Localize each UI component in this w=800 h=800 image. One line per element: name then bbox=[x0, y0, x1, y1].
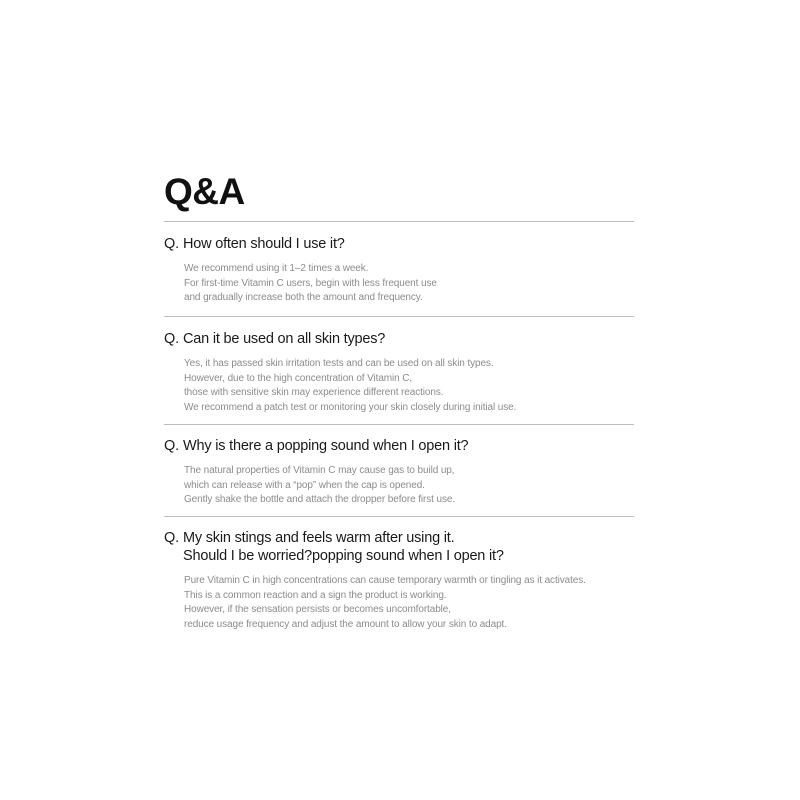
question bbox=[164, 529, 634, 565]
faq-item-3 bbox=[164, 437, 634, 508]
faq-item-4 bbox=[164, 529, 634, 632]
answer-line: However, due to the high concentration of Vitamin C, bbox=[184, 372, 413, 384]
divider bbox=[164, 516, 634, 517]
answer bbox=[184, 357, 634, 415]
faq-item-1 bbox=[164, 235, 634, 306]
question-prefix: Q. bbox=[164, 438, 179, 454]
question-prefix: Q. bbox=[164, 530, 179, 546]
question-text: My skin stings and feels warm after using it. bbox=[183, 530, 455, 546]
answer-line: Yes, it has passed skin irritation tests and can be used on all skin types. bbox=[184, 358, 494, 369]
faq-item-2 bbox=[164, 330, 634, 415]
question bbox=[164, 235, 634, 253]
question-text: Can it be used on all skin types? bbox=[183, 331, 386, 347]
question-text: How often should I use it? bbox=[183, 236, 345, 252]
answer-line: This is a common reaction and a sign the product is working. bbox=[184, 589, 447, 601]
question bbox=[164, 437, 634, 455]
answer-line: and gradually increase both the amount and frequency. bbox=[184, 292, 423, 304]
answer-line: We recommend using it 1–2 times a week. bbox=[184, 263, 369, 274]
answer-line: However, if the sensation persists or becomes uncomfortable, bbox=[184, 604, 451, 616]
answer-line: For first-time Vitamin C users, begin with less frequent use bbox=[184, 277, 437, 289]
answer-line: We recommend a patch test or monitoring your skin closely during initial use. bbox=[184, 401, 517, 413]
question bbox=[164, 330, 634, 348]
divider bbox=[164, 316, 634, 317]
divider bbox=[164, 221, 634, 222]
answer bbox=[184, 574, 634, 632]
answer bbox=[184, 464, 634, 508]
answer-line: Gently shake the bottle and attach the dropper before first use. bbox=[184, 494, 455, 506]
answer-line: Pure Vitamin C in high concentrations can cause temporary warmth or tingling as it activates. bbox=[184, 575, 586, 586]
page-title: Q&A bbox=[164, 171, 245, 212]
question-text: Should I be worried?popping sound when I open it? bbox=[183, 548, 504, 564]
question-text: Why is there a popping sound when I open it? bbox=[183, 438, 469, 454]
answer-line: which can release with a “pop” when the cap is opened. bbox=[184, 479, 425, 491]
answer-line: The natural properties of Vitamin C may cause gas to build up, bbox=[184, 465, 455, 476]
answer bbox=[184, 262, 634, 306]
divider bbox=[164, 424, 634, 425]
answer-line: those with sensitive skin may experience different reactions. bbox=[184, 387, 444, 399]
question-prefix: Q. bbox=[164, 331, 179, 347]
question-prefix: Q. bbox=[164, 236, 179, 252]
answer-line: reduce usage frequency and adjust the amount to allow your skin to adapt. bbox=[184, 618, 507, 630]
